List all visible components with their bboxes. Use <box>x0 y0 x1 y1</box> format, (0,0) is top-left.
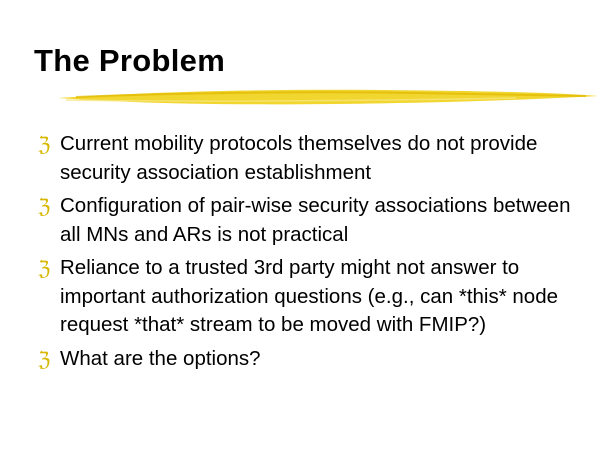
list-item <box>38 254 578 340</box>
list-item <box>38 130 578 187</box>
bullet-text: Configuration of pair-wise security associations between all MNs and ARs is not practical <box>60 194 571 246</box>
bullet-text: Current mobility protocols themselves do not provide security association establishment <box>60 132 538 184</box>
slide-title: The Problem <box>34 43 226 78</box>
list-item <box>38 345 578 374</box>
bullet-text: Reliance to a trusted 3rd party might not answer to important authorization questions (e.g., can *this* node request *that* stream to be moved with FMIP?) <box>60 256 558 336</box>
z-bullet-icon: ℨ <box>38 256 51 280</box>
z-bullet-icon: ℨ <box>38 194 51 218</box>
bullet-text: What are the options? <box>60 346 261 370</box>
z-bullet-icon: ℨ <box>38 346 51 371</box>
title-underline-brushstroke <box>56 84 600 108</box>
list-item <box>38 192 578 249</box>
bullet-list <box>38 130 578 378</box>
z-bullet-icon: ℨ <box>38 132 51 156</box>
